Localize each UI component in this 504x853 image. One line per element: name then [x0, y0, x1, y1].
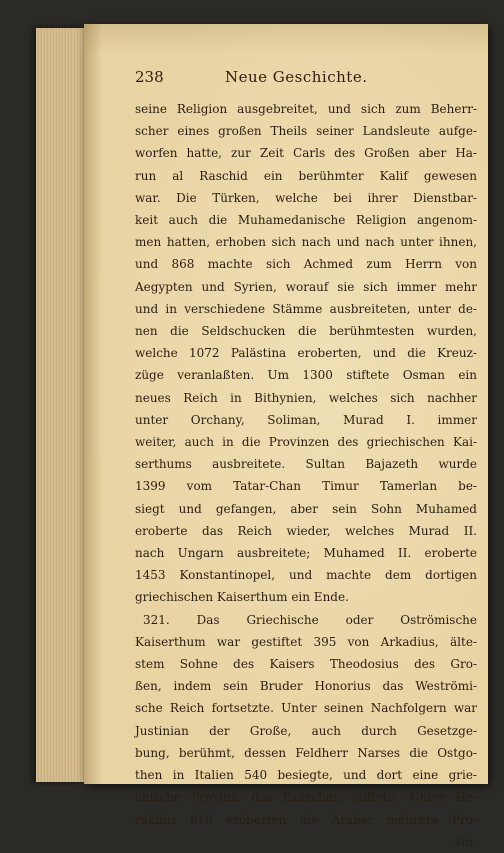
text-line: chische Provinz, das Exarchat, stiftete. Unter He- — [135, 790, 477, 805]
text-line: serthums ausbreitete. Sultan Bajazeth wurde — [135, 457, 477, 472]
text-line: 1453 Konstantinopel, und machte dem dortigen — [135, 568, 477, 583]
text-line: bung, berühmt, dessen Feldherr Narses die Ostgo- — [135, 745, 477, 760]
text-line: welche 1072 Palästina eroberten, und die Kreuz- — [135, 346, 477, 361]
text-line: run al Raschid ein berühmter Kalif gewesen — [135, 168, 477, 183]
body-text — [135, 98, 477, 853]
page-header — [135, 68, 477, 98]
text-line: neues Reich in Bithynien, welches sich nachher — [135, 390, 477, 405]
text-line: Justinian der Große, auch durch Gesetzge- — [135, 723, 477, 738]
text-line: raklius 610 eroberten die Araber mehrere Pro- — [135, 812, 477, 827]
text-line: ßen, indem sein Bruder Honorius das Weströmi- — [135, 679, 477, 694]
text-line: Kaiserthum war gestiftet 395 von Arkadius, älte- — [135, 634, 477, 649]
text-line: siegt und gefangen, aber sein Sohn Muhamed — [135, 501, 477, 516]
text-line: worfen hatte, zur Zeit Carls des Großen aber Ha- — [135, 146, 477, 161]
text-line: unter Orchany, Soliman, Murad I. immer — [135, 412, 477, 427]
page-edges — [36, 28, 86, 782]
text-line: scher eines großen Theils seiner Landsleute aufge- — [135, 124, 477, 139]
text-line: griechischen Kaiserthum ein Ende. — [135, 590, 349, 605]
text-line: then in Italien 540 besiegte, und dort eine grie- — [135, 768, 477, 783]
page-number: 238 — [135, 68, 164, 86]
text-line: sche Reich fortsetzte. Unter seinen Nachfolgern war — [135, 701, 477, 716]
text-line: men hatten, erhoben sich nach und nach unter ihnen, — [135, 235, 477, 250]
section-start-line: 321. Das Griechische oder Oströmische — [143, 612, 477, 627]
text-line: war. Die Türken, welche bei ihrer Dienstbar- — [135, 190, 477, 205]
text-line: weiter, auch in die Provinzen des griechischen Kai- — [135, 435, 477, 450]
page-text-block — [135, 68, 477, 853]
text-line: 1399 vom Tatar-Chan Timur Tamerlan be- — [135, 479, 477, 494]
text-line: keit auch die Muhamedanische Religion angenom- — [135, 213, 477, 228]
book-page — [84, 24, 488, 849]
text-line: Aegypten und Syrien, worauf sie sich immer mehr — [135, 279, 477, 294]
running-head: Neue Geschichte. — [225, 68, 368, 86]
text-line: stem Sohne des Kaisers Theodosius des Gro- — [135, 657, 477, 672]
text-line: seine Religion ausgebreitet, und sich zum Beherr- — [135, 102, 477, 116]
text-line: züge veranlaßten. Um 1300 stiftete Osman ein — [135, 368, 477, 383]
text-line: und 868 machte sich Achmed zum Herrn von — [135, 257, 477, 272]
text-line: und in verschiedene Stämme ausbreiteten, unter de- — [135, 301, 477, 316]
text-line: eroberte das Reich wieder, welches Murad II. — [135, 523, 477, 538]
text-line: nach Ungarn ausbreitete; Muhamed II. eroberte — [135, 546, 477, 561]
text-line: nen die Seldschucken die berühmtesten wurden, — [135, 324, 477, 339]
catchword: vin- — [454, 834, 477, 849]
